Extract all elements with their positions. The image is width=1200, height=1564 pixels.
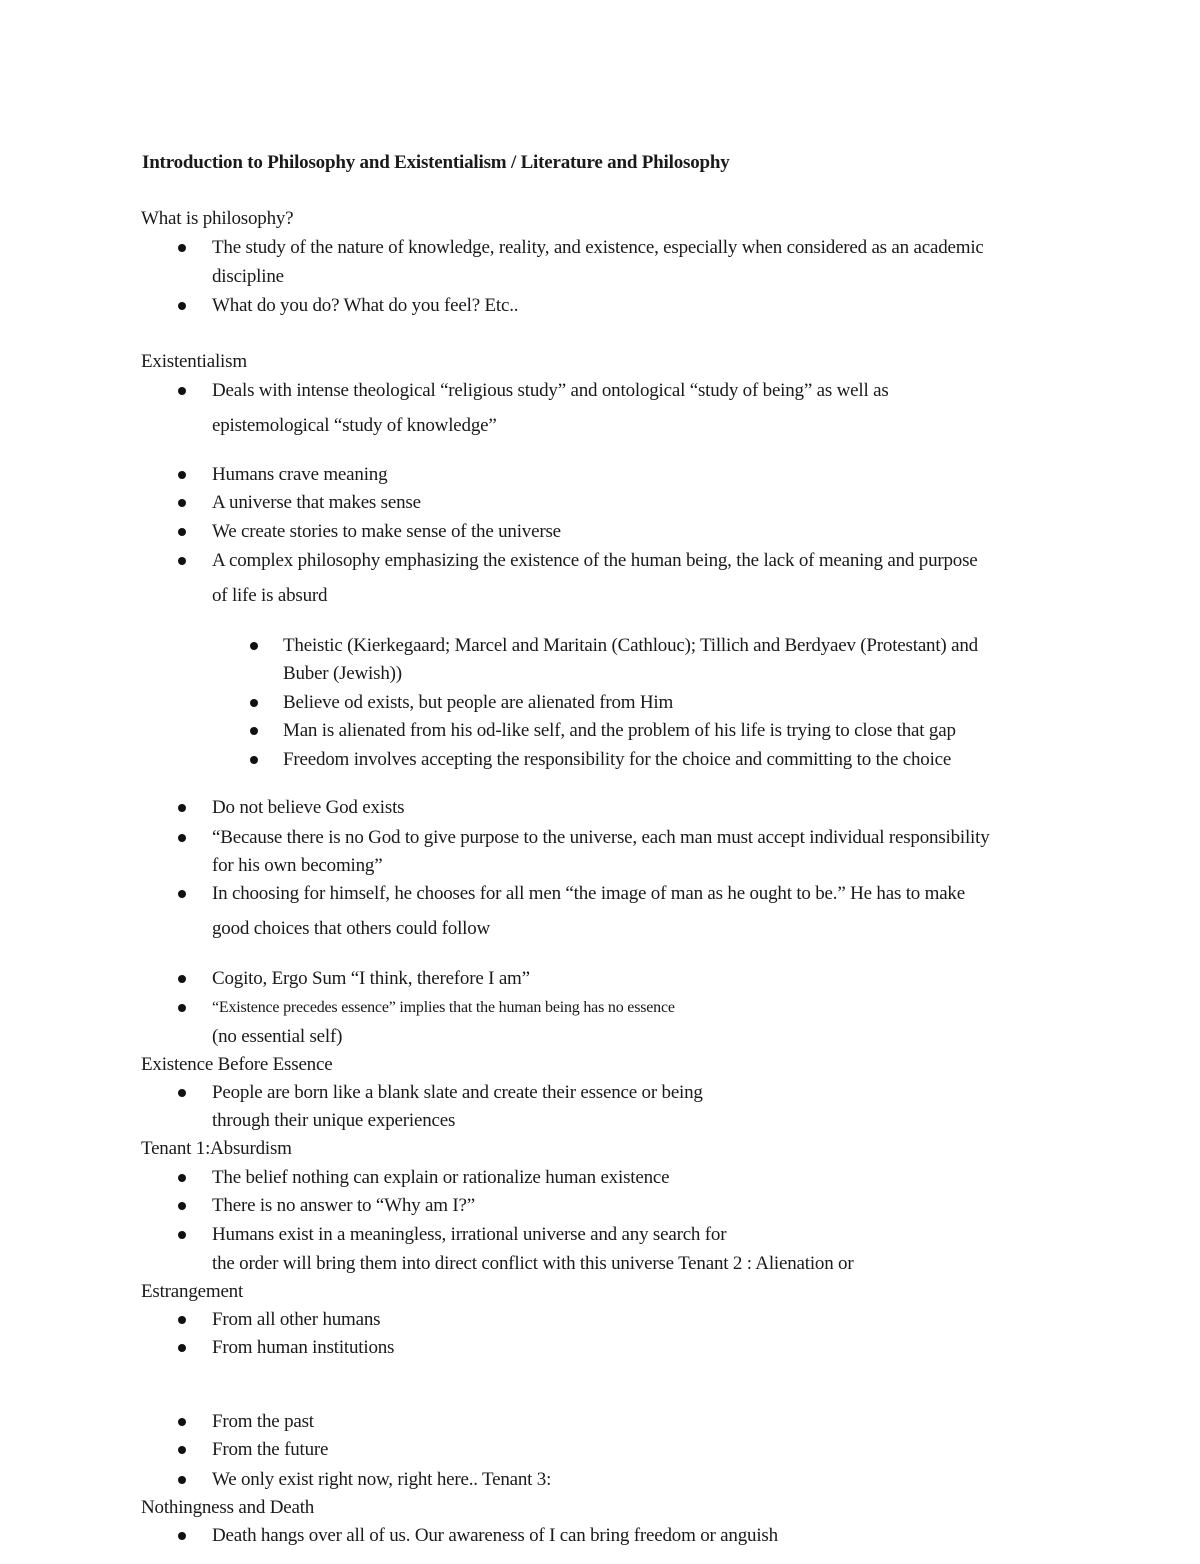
section-heading-nothingness: Nothingness and Death (141, 1497, 315, 1518)
list-item: From the past (212, 1411, 314, 1432)
list-item-continuation: the order will bring them into direct conflict with this universe Tenant 2 : Alienation or (212, 1253, 854, 1274)
list-item: Death hangs over all of us. Our awareness of I can bring freedom or anguish (212, 1525, 778, 1546)
bullet-icon (178, 1316, 186, 1324)
list-item-continuation: good choices that others could follow (212, 918, 491, 939)
bullet-icon (178, 499, 186, 507)
bullet-icon (178, 834, 186, 842)
section-heading-philosophy: What is philosophy? (141, 208, 294, 229)
bullet-icon (178, 471, 186, 479)
bullet-icon (178, 1476, 186, 1484)
bullet-icon (250, 699, 258, 707)
bullet-icon (178, 1446, 186, 1454)
section-heading-estrangement: Estrangement (141, 1281, 244, 1302)
sub-list-item: Man is alienated from his od-like self, and the problem of his life is trying to close that gap (283, 720, 956, 741)
list-item-continuation: through their unique experiences (212, 1110, 456, 1131)
list-item: Cogito, Ergo Sum “I think, therefore I am” (212, 968, 530, 989)
bullet-icon (178, 528, 186, 536)
bullet-icon (250, 727, 258, 735)
list-item: From human institutions (212, 1337, 395, 1358)
list-item-continuation: (no essential self) (212, 1026, 343, 1047)
list-item: What do you do? What do you feel? Etc.. (212, 295, 519, 316)
bullet-icon (250, 642, 258, 650)
section-heading-tenant-1: Tenant 1:Absurdism (141, 1138, 292, 1159)
list-item: There is no answer to “Why am I?” (212, 1195, 475, 1216)
sub-list-item: Believe od exists, but people are alienated from Him (283, 692, 674, 713)
bullet-icon (178, 1089, 186, 1097)
list-item: Deals with intense theological “religious study” and ontological “study of being” as well as (212, 380, 889, 401)
list-item: From the future (212, 1439, 329, 1460)
bullet-icon (178, 1418, 186, 1426)
bullet-icon (178, 975, 186, 983)
sub-list-item-continuation: Buber (Jewish)) (283, 663, 402, 684)
bullet-icon (178, 1174, 186, 1182)
list-item: Do not believe God exists (212, 797, 405, 818)
list-item: “Existence precedes essence” implies that the human being has no essence (212, 999, 675, 1016)
section-heading-existentialism: Existentialism (141, 351, 247, 372)
bullet-icon (178, 387, 186, 395)
bullet-icon (178, 890, 186, 898)
sub-list-item: Freedom involves accepting the responsibility for the choice and committing to the choice (283, 749, 952, 770)
list-item: “Because there is no God to give purpose to the universe, each man must accept individual responsibility (212, 827, 990, 848)
bullet-icon (178, 1344, 186, 1352)
list-item: Humans crave meaning (212, 464, 388, 485)
bullet-icon (178, 302, 186, 310)
section-heading-existence-before-essence: Existence Before Essence (141, 1054, 333, 1075)
list-item-continuation: discipline (212, 266, 284, 287)
bullet-icon (178, 1231, 186, 1239)
list-item: In choosing for himself, he chooses for all men “the image of man as he ought to be.” He has to make (212, 883, 965, 904)
list-item: A universe that makes sense (212, 492, 421, 513)
sub-list-item: Theistic (Kierkegaard; Marcel and Maritain (Cathlouc); Tillich and Berdyaev (Protestant) and (283, 635, 978, 656)
bullet-icon (178, 1532, 186, 1540)
list-item: From all other humans (212, 1309, 381, 1330)
bullet-icon (250, 756, 258, 764)
list-item: Humans exist in a meaningless, irrational universe and any search for (212, 1224, 727, 1245)
list-item: The study of the nature of knowledge, reality, and existence, especially when considered as an academic (212, 237, 984, 258)
list-item: A complex philosophy emphasizing the existence of the human being, the lack of meaning and purpose (212, 550, 978, 571)
bullet-icon (178, 804, 186, 812)
list-item-continuation: for his own becoming” (212, 855, 383, 876)
bullet-icon (178, 1202, 186, 1210)
bullet-icon (178, 1004, 186, 1012)
bullet-icon (178, 557, 186, 565)
document-title: Introduction to Philosophy and Existentialism / Literature and Philosophy (142, 152, 730, 173)
list-item-continuation: of life is absurd (212, 585, 328, 606)
list-item: The belief nothing can explain or rationalize human existence (212, 1167, 670, 1188)
list-item: We create stories to make sense of the universe (212, 521, 561, 542)
list-item: We only exist right now, right here.. Tenant 3: (212, 1469, 552, 1490)
bullet-icon (178, 244, 186, 252)
list-item-continuation: epistemological “study of knowledge” (212, 415, 497, 436)
list-item: People are born like a blank slate and create their essence or being (212, 1082, 703, 1103)
